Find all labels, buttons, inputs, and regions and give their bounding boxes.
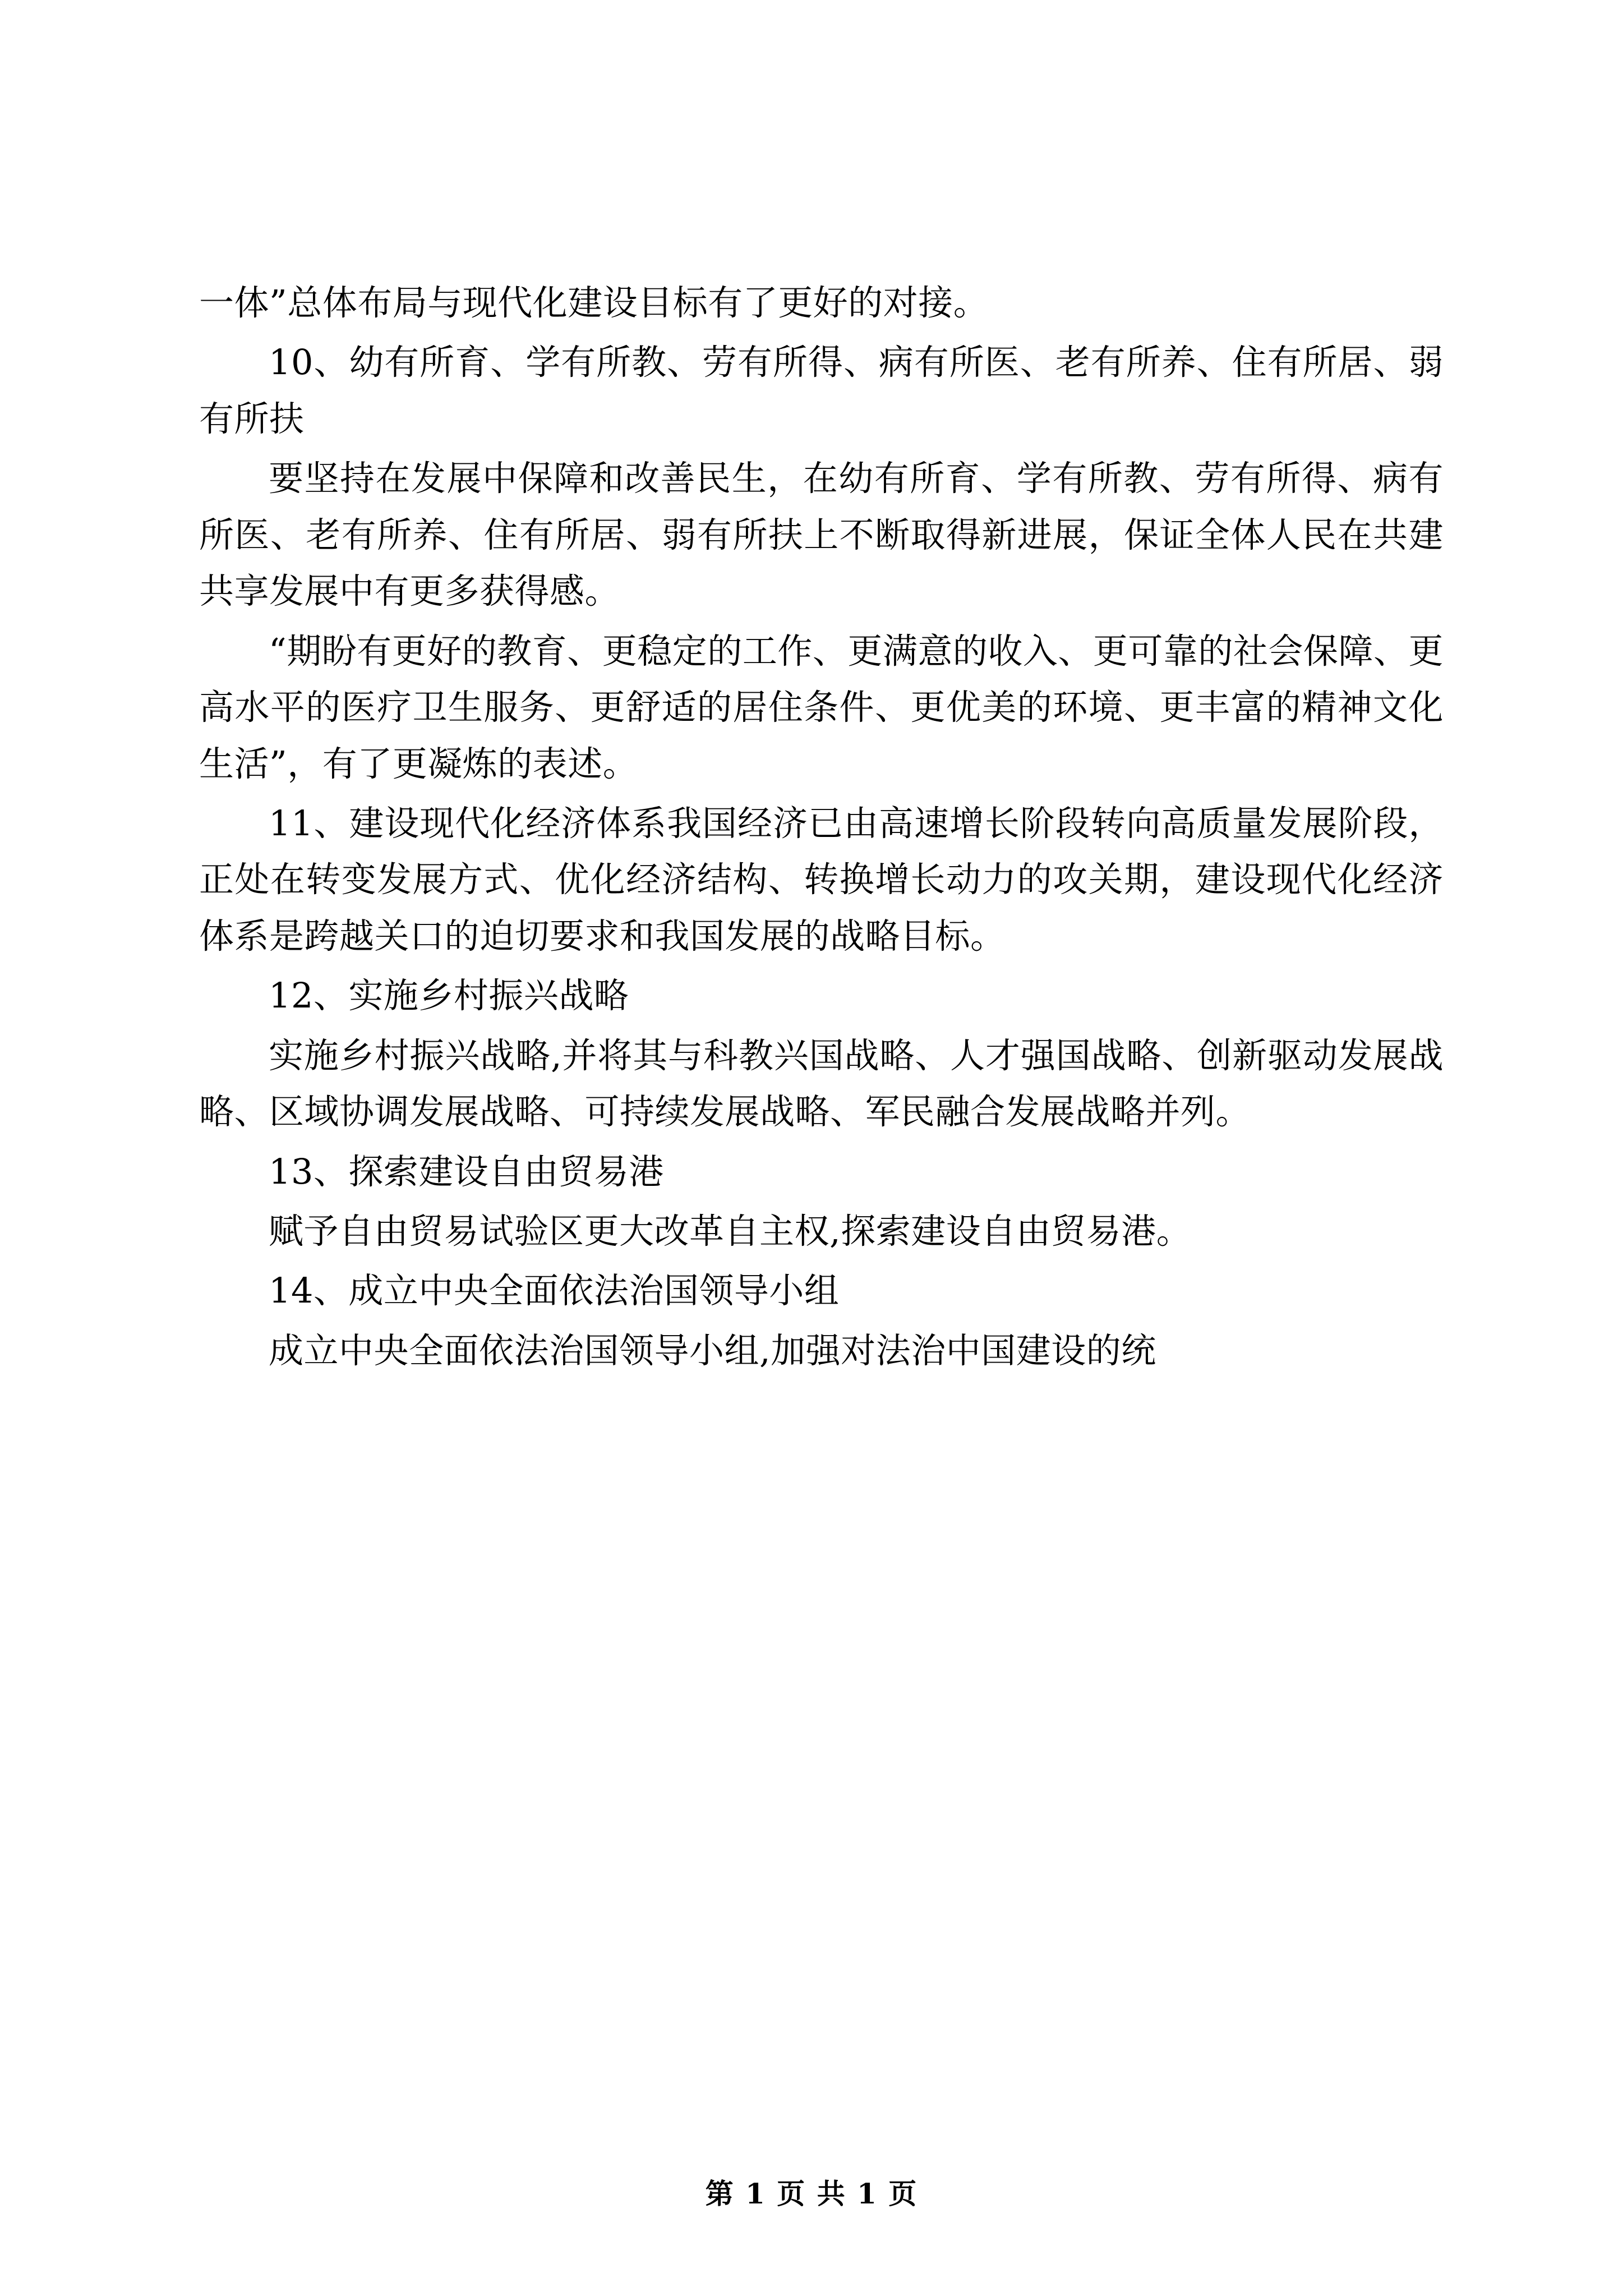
paragraph-item-11: 11、建设现代化经济体系我国经济已由高速增长阶段转向高质量发展阶段，正处在转变发展方式、优化经济结构、转换增长动力的攻关期，建设现代化经济体系是跨越关口的迫切要求和我国发展的战略目标。 [199,802,1444,956]
paragraph-body-14: 成立中央全面依法治国领导小组,加强对法治中国建设的统 [269,1329,1156,1371]
paragraph-body-10-2: “期盼有更好的教育、更稳定的工作、更满意的收入、更可靠的社会保障、更高水平的医疗卫生服务、更舒适的居住条件、更优美的环境、更丰富的精神文化生活”，有了更凝炼的表述。 [199,630,1444,784]
document-body [199,275,1444,1379]
paragraph-heading-14: 14、成立中央全面依法治国领导小组 [269,1270,840,1312]
paragraph-continued-line: 一体”总体布局与现代化建设目标有了更好的对接。 [199,282,989,323]
paragraph-body-10-1: 要坚持在发展中保障和改善民生，在幼有所育、学有所教、劳有所得、病有所医、老有所养、住有所居、弱有所扶上不断取得新进展，保证全体人民在共建共享发展中有更多获得感。 [199,458,1444,612]
paragraph-heading-13: 13、探索建设自由贸易港 [269,1151,664,1192]
paragraph-body-12: 实施乡村振兴战略,并将其与科教兴国战略、人才强国战略、创新驱动发展战略、区域协调发展战略、可持续发展战略、军民融合发展战略并列。 [199,1034,1444,1133]
page-footer: 第 1 页 共 1 页 [705,2177,918,2210]
paragraph-heading-12: 12、实施乡村振兴战略 [269,975,629,1016]
paragraph-heading-10: 10、幼有所育、学有所教、劳有所得、病有所医、老有所养、住有所居、弱有所扶 [199,342,1444,439]
paragraph-body-13: 赋予自由贸易试验区更大改革自主权,探索建设自由贸易港。 [269,1211,1192,1251]
